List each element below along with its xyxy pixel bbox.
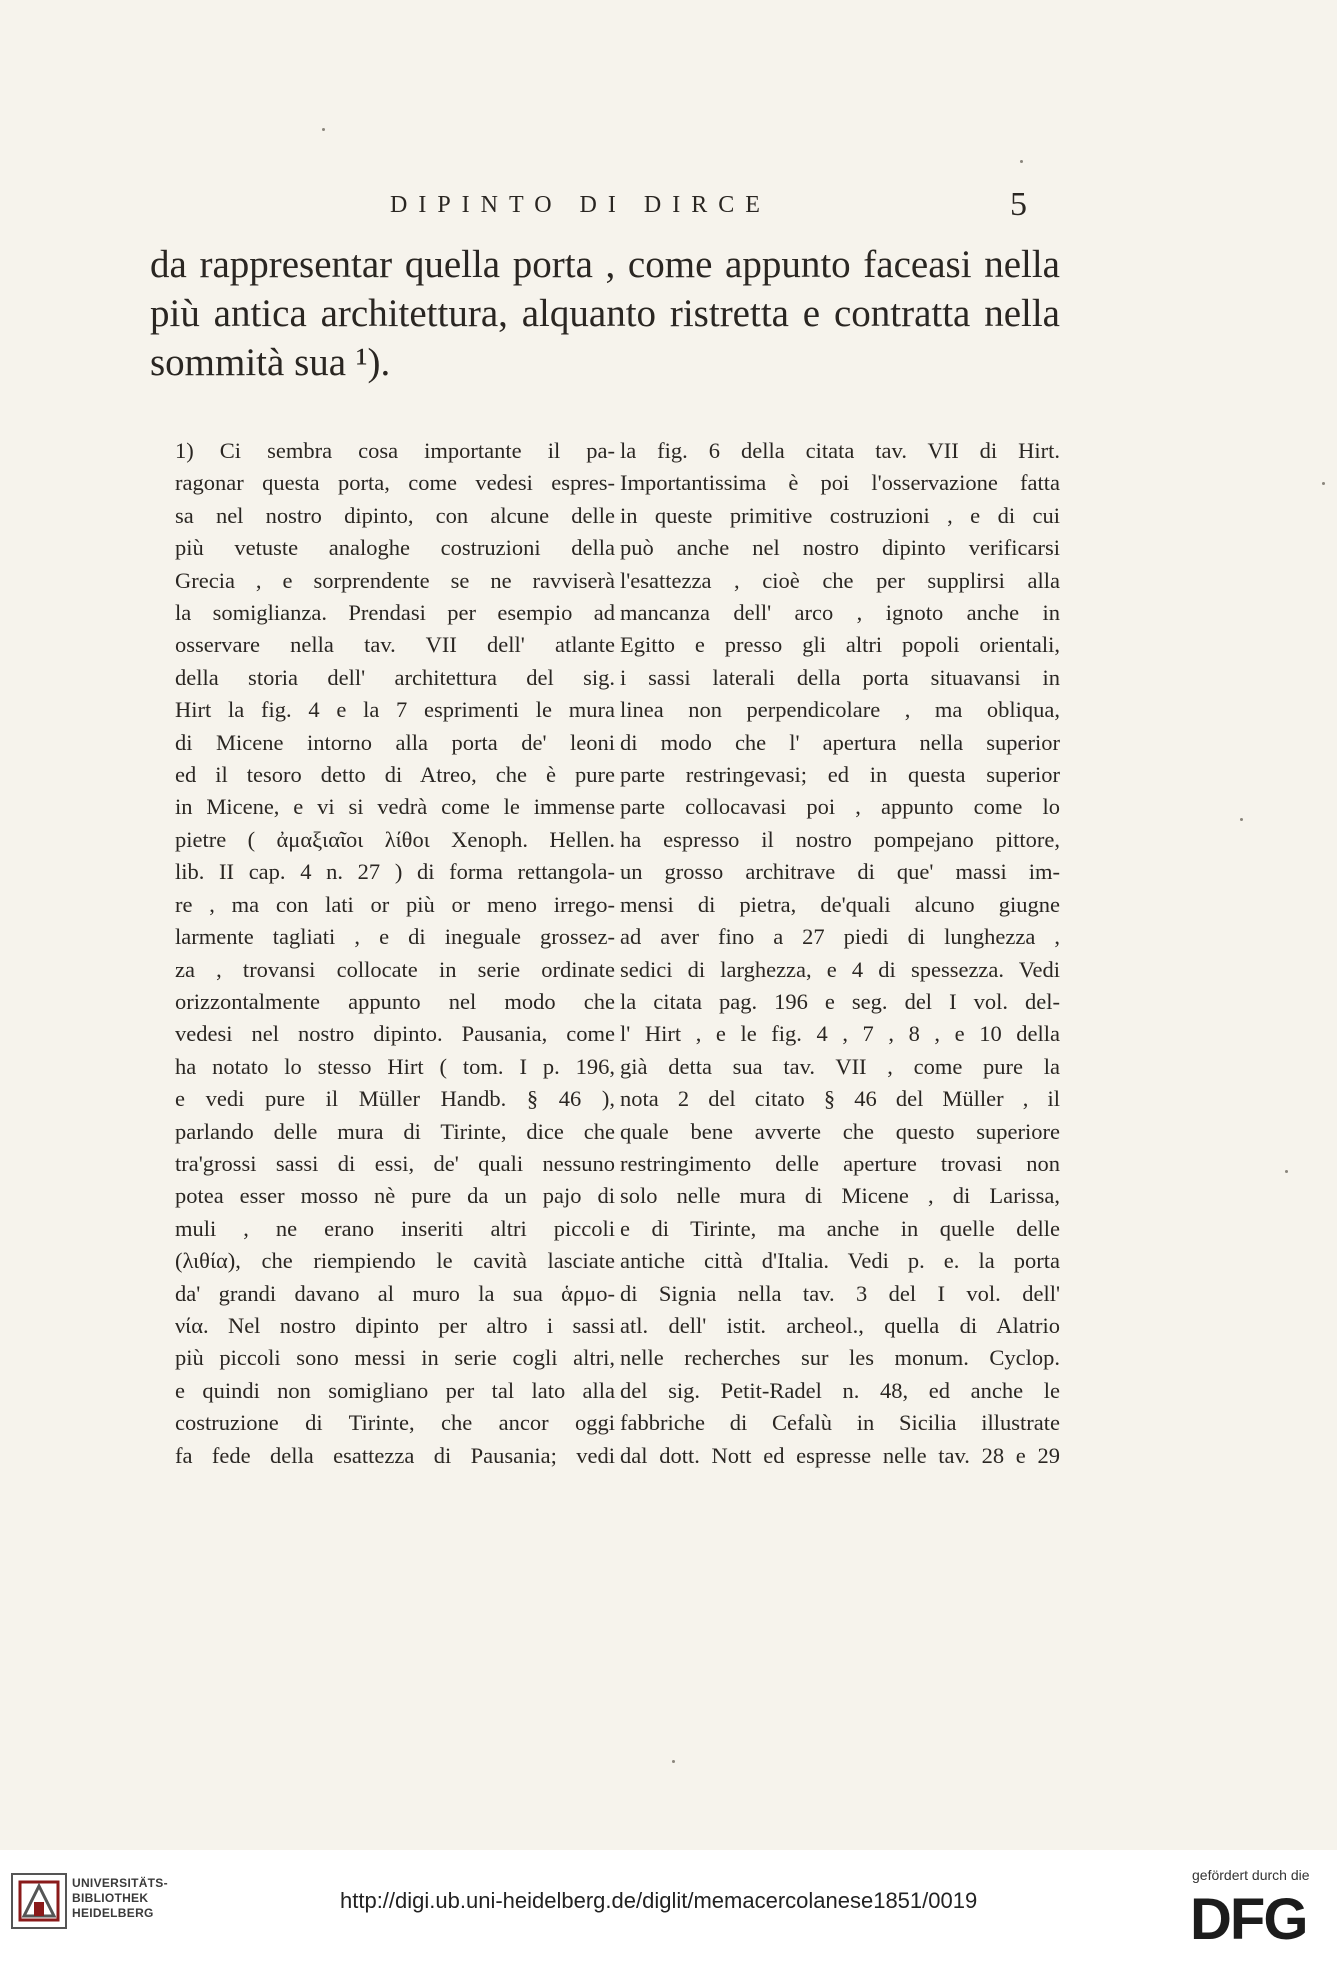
- footnote-line: Hirt la fig. 4 e la 7 esprimenti le mura: [175, 697, 615, 723]
- footnote-line: del sig. Petit-Radel n. 48, ed anche le: [620, 1377, 1060, 1403]
- footnote-line: vedesi nel nostro dipinto. Pausania, come: [175, 1021, 615, 1047]
- footnote-line: della storia dell' architettura del sig.: [175, 664, 615, 690]
- footnote-line: l'esattezza , cioè che per supplirsi alla: [620, 567, 1060, 593]
- footnote-line: parte collocavasi poi , appunto come lo: [620, 794, 1060, 820]
- footnote-line: fa fede della esattezza di Pausania; vedi: [175, 1442, 615, 1468]
- footnote-line: (λιθία), che riempiendo le cavità lasciate: [175, 1248, 615, 1274]
- footnote-right-column: [620, 435, 1060, 1472]
- footnote-line: parte restringevasi; ed in questa superior: [620, 762, 1060, 788]
- footnote-line: lib. II cap. 4 n. 27 ) di forma rettangola-: [175, 859, 615, 885]
- footnote-line: ed il tesoro detto di Atreo, che è pure: [175, 762, 615, 788]
- footer-bar: [0, 1850, 1337, 1963]
- footnote-left-column: [175, 435, 615, 1472]
- footnote-line: ad aver fino a 27 piedi di lunghezza ,: [620, 924, 1060, 950]
- footnote-line: ha espresso il nostro pompejano pittore,: [620, 826, 1060, 852]
- footnote-line: in queste primitive costruzioni , e di cui: [620, 502, 1060, 528]
- footnote-line: la somiglianza. Prendasi per esempio ad: [175, 600, 615, 626]
- main-text-line: più antica architettura, alquanto ristretta e contratta nella: [150, 292, 1060, 335]
- library-name-line: UNIVERSITÄTS-: [72, 1876, 168, 1890]
- footnote-line: di modo che l' apertura nella superior: [620, 729, 1060, 755]
- paper-speck: [1322, 482, 1325, 485]
- paper-speck: [672, 1760, 675, 1763]
- footnote-line: i sassi laterali della porta situavansi in: [620, 664, 1060, 690]
- footnote-line: quale bene avverte che questo superiore: [620, 1118, 1060, 1144]
- footnote-line: ha notato lo stesso Hirt ( tom. I p. 196,: [175, 1053, 615, 1079]
- footnote-line: orizzontalmente appunto nel modo che: [175, 988, 615, 1014]
- footnote-line: e vedi pure il Müller Handb. § 46 ),: [175, 1086, 615, 1112]
- funding-text: gefördert durch die: [1192, 1867, 1310, 1883]
- footnote-line: ragonar questa porta, come vedesi espres-: [175, 470, 615, 496]
- footnote-line: già detta sua tav. VII , come pure la: [620, 1053, 1060, 1079]
- footnote-line: atl. dell' istit. archeol., quella di Alatrio: [620, 1312, 1060, 1338]
- footnote-line: di Signia nella tav. 3 del I vol. dell': [620, 1280, 1060, 1306]
- footnote-line: re , ma con lati or più or meno irrego-: [175, 891, 615, 917]
- footnote-line: l' Hirt , e le fig. 4 , 7 , 8 , e 10 della: [620, 1021, 1060, 1047]
- running-title: DIPINTO DI DIRCE: [390, 192, 771, 218]
- library-seal-icon: [10, 1872, 68, 1930]
- footnote-line: fabbriche di Cefalù in Sicilia illustrate: [620, 1410, 1060, 1436]
- paper-speck: [1240, 818, 1243, 821]
- dfg-logo: DFG: [1190, 1887, 1307, 1952]
- footnote-line: potea esser mosso nè pure da un pajo di: [175, 1183, 615, 1209]
- paper-speck: [1020, 160, 1023, 163]
- footnote-line: e di Tirinte, ma anche in quelle delle: [620, 1215, 1060, 1241]
- footnote-line: solo nelle mura di Micene , di Larissa,: [620, 1183, 1060, 1209]
- library-logo: [10, 1872, 180, 1942]
- footnote-line: antiche città d'Italia. Vedi p. e. la porta: [620, 1248, 1060, 1274]
- footnote-line: sa nel nostro dipinto, con alcune delle: [175, 502, 615, 528]
- footnote-line: mensi di pietra, de'quali alcuno giugne: [620, 891, 1060, 917]
- footnote-line: linea non perpendicolare , ma obliqua,: [620, 697, 1060, 723]
- footnote-line: nota 2 del citato § 46 del Müller , il: [620, 1086, 1060, 1112]
- footnote-line: la fig. 6 della citata tav. VII di Hirt.: [620, 438, 1060, 463]
- page-number: 5: [1010, 186, 1027, 223]
- footnote-line: 1) Ci sembra cosa importante il pa-: [175, 438, 615, 463]
- footnote-line: dal dott. Nott ed espresse nelle tav. 28 e 29: [620, 1442, 1060, 1468]
- footnote-line: la citata pag. 196 e seg. del I vol. del-: [620, 988, 1060, 1014]
- footnote-line: da' grandi davano al muro la sua ἁρμο-: [175, 1280, 615, 1306]
- footnote-line: Grecia , e sorprendente se ne ravviserà: [175, 567, 615, 593]
- footnote-line: più piccoli sono messi in serie cogli altri,: [175, 1345, 615, 1371]
- library-name-line: HEIDELBERG: [72, 1906, 154, 1920]
- paper-speck: [322, 128, 325, 131]
- paper-speck: [1285, 1170, 1288, 1173]
- footnote-line: più vetuste analoghe costruzioni della: [175, 535, 615, 561]
- footnote-line: parlando delle mura di Tirinte, dice che: [175, 1118, 615, 1144]
- footnote-line: nelle recherches sur les monum. Cyclop.: [620, 1345, 1060, 1371]
- footnote-line: mancanza dell' arco , ignoto anche in: [620, 600, 1060, 626]
- library-name-line: BIBLIOTHEK: [72, 1891, 149, 1905]
- main-text: [150, 240, 1060, 387]
- source-url-link[interactable]: http://digi.ub.uni-heidelberg.de/diglit/memacercolanese1851/0019: [340, 1888, 978, 1913]
- footnote-line: un grosso architrave di que' massi im-: [620, 859, 1060, 885]
- footnote-line: e quindi non somigliano per tal lato alla: [175, 1377, 615, 1403]
- main-text-line: sommità sua ¹).: [150, 341, 391, 384]
- footnote-line: di Micene intorno alla porta de' leoni: [175, 729, 615, 755]
- footnote-line: za , trovansi collocate in serie ordinate: [175, 956, 615, 982]
- footnote-line: può anche nel nostro dipinto verificarsi: [620, 535, 1060, 561]
- footnote-line: costruzione di Tirinte, che ancor oggi: [175, 1410, 615, 1436]
- main-text-line: da rappresentar quella porta , come appunto faceasi nella: [150, 243, 1060, 286]
- footnote-line: in Micene, e vi si vedrà come le immense: [175, 794, 615, 820]
- footnote-line: osservare nella tav. VII dell' atlante: [175, 632, 615, 658]
- footnote-line: larmente tagliati , e di ineguale grossez-: [175, 924, 615, 950]
- footnote-line: Egitto e presso gli altri popoli orientali,: [620, 632, 1060, 658]
- footnote-line: muli , ne erano inseriti altri piccoli: [175, 1215, 615, 1241]
- footnote-line: Importantissima è poi l'osservazione fatta: [620, 470, 1060, 496]
- footnote-line: tra'grossi sassi di essi, de' quali nessuno: [175, 1150, 615, 1176]
- footnote-line: sedici di larghezza, e 4 di spessezza. Vedi: [620, 956, 1060, 982]
- footnote-line: restringimento delle aperture trovasi non: [620, 1150, 1060, 1176]
- footnote-line: νία. Nel nostro dipinto per altro i sassi: [175, 1312, 615, 1338]
- footnote-line: pietre ( ἀμαξιαῖοι λίθοι Xenoph. Hellen.: [175, 826, 615, 852]
